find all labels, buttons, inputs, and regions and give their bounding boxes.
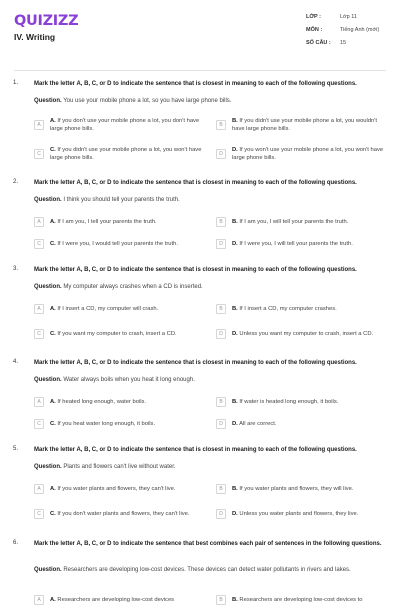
- question-number: 1.: [13, 80, 19, 86]
- option-letter-box: D: [216, 329, 226, 339]
- answer-option-b[interactable]: [216, 115, 388, 135]
- answer-option-b[interactable]: [216, 216, 388, 228]
- option-body: If you water plants and flowers, they will live.: [237, 486, 354, 492]
- option-letter-box: D: [216, 149, 226, 159]
- option-body: If you didn't use your mobile phone a lot, you wouldn't have large phone bills.: [232, 118, 377, 132]
- answer-option-c[interactable]: [34, 506, 206, 522]
- option-key: A.: [50, 486, 56, 492]
- question-prompt: Mark the letter A, B, C, or D to indicate the sentence that is closest in meaning to each of the following questions.: [34, 180, 357, 186]
- option-key: A.: [50, 219, 56, 225]
- meta-label: SỐ CÂU :: [306, 40, 331, 46]
- question-stem-text: I think you should tell your parents the truth.: [61, 197, 180, 203]
- option-letter-box: B: [216, 484, 226, 494]
- option-letter-box: A: [34, 484, 44, 494]
- option-text: [232, 146, 388, 162]
- option-text: [50, 146, 206, 162]
- answer-option-b[interactable]: [216, 303, 388, 315]
- question-stem: [34, 463, 386, 472]
- question-stem: [34, 566, 386, 575]
- option-body: If you didn't use your mobile phone a lot, you won't have large phone bills.: [50, 147, 202, 161]
- option-body: If I am you, I tell your parents the truth.: [55, 219, 157, 225]
- answer-option-d[interactable]: [216, 144, 388, 164]
- option-body: If you won't use your mobile phone a lot, you won't have large phone bills.: [232, 147, 384, 161]
- question-stem-text: Water always boils when you heat it long enough.: [61, 377, 195, 383]
- option-letter-box: A: [34, 217, 44, 227]
- option-body: If you don't use your mobile phone a lot, you don't have large phone bills.: [50, 118, 200, 132]
- question-number: 2.: [13, 179, 19, 185]
- option-text: [232, 330, 388, 338]
- answer-option-b[interactable]: [216, 483, 388, 495]
- option-text: [50, 510, 206, 518]
- meta-label: LỚP :: [306, 14, 321, 20]
- option-letter-box: D: [216, 239, 226, 249]
- option-letter-box: C: [34, 149, 44, 159]
- answer-option-d[interactable]: [216, 238, 388, 250]
- option-text: [50, 117, 206, 133]
- option-text: [232, 117, 388, 133]
- option-key: B.: [232, 118, 238, 124]
- answer-option-a[interactable]: [34, 594, 206, 606]
- question-number: 6.: [13, 540, 19, 546]
- question-label: Question.: [34, 98, 62, 104]
- option-letter-box: C: [34, 329, 44, 339]
- option-body: Unless you want my computer to crash, insert a CD.: [237, 331, 374, 337]
- option-body: All are correct.: [237, 421, 277, 427]
- answer-option-d[interactable]: [216, 418, 388, 430]
- option-letter-box: C: [34, 419, 44, 429]
- answer-option-b[interactable]: [216, 396, 388, 408]
- question-prompt: Mark the letter A, B, C, or D to indicate the sentence that is closest in meaning to each of the following questions.: [34, 447, 357, 453]
- meta-value: Tiếng Anh (mới): [340, 27, 380, 33]
- option-letter-box: B: [216, 595, 226, 605]
- answer-option-b[interactable]: [216, 594, 388, 606]
- option-key: B.: [232, 597, 238, 603]
- question-stem: [34, 283, 386, 292]
- option-body: If you want my computer to crash, insert a CD.: [55, 331, 177, 337]
- option-key: B.: [232, 399, 238, 405]
- answer-option-a[interactable]: [34, 483, 206, 495]
- answer-option-c[interactable]: [34, 326, 206, 342]
- option-body: If you water plants and flowers, they can't live.: [55, 486, 176, 492]
- question-stem-text: Plants and flowers can't live without water.: [61, 464, 176, 470]
- answer-option-a[interactable]: [34, 303, 206, 315]
- answer-option-a[interactable]: [34, 396, 206, 408]
- meta-value: 15: [340, 40, 347, 46]
- option-key: D.: [232, 331, 238, 337]
- option-letter-box: B: [216, 217, 226, 227]
- question-stem: [34, 196, 386, 205]
- option-body: Unless you water plants and flowers, they live.: [237, 511, 359, 517]
- answer-option-d[interactable]: [216, 326, 388, 342]
- option-text: [50, 485, 206, 493]
- option-text: [232, 218, 388, 226]
- question-number: 4.: [13, 359, 19, 365]
- answer-option-c[interactable]: [34, 144, 206, 164]
- option-letter-box: A: [34, 304, 44, 314]
- question-number: 5.: [13, 446, 19, 452]
- option-body: If you don't water plants and flowers, they can't live.: [55, 511, 190, 517]
- option-key: A.: [50, 306, 56, 312]
- question-label: Question.: [34, 567, 62, 573]
- question-label: Question.: [34, 464, 62, 470]
- option-body: If you heat water long enough, it boils.: [55, 421, 156, 427]
- option-letter-box: B: [216, 304, 226, 314]
- question-label: Question.: [34, 377, 62, 383]
- option-body: Researchers are developing low-cost devices: [55, 597, 175, 603]
- option-text: [50, 398, 206, 406]
- question-label: Question.: [34, 284, 62, 290]
- option-letter-box: B: [216, 120, 226, 130]
- option-letter-box: D: [216, 419, 226, 429]
- header-divider: [14, 70, 386, 71]
- meta-value: Lớp 11: [340, 14, 357, 20]
- question-prompt: Mark the letter A, B, C, or D to indicate the sentence that is closest in meaning to each of the following questions.: [34, 360, 357, 366]
- option-text: [232, 420, 388, 428]
- answer-option-c[interactable]: [34, 418, 206, 430]
- section-title: IV. Writing: [14, 32, 56, 42]
- option-text: [50, 596, 206, 604]
- option-text: [232, 510, 388, 518]
- option-key: C.: [50, 147, 56, 153]
- option-letter-box: D: [216, 509, 226, 519]
- option-key: B.: [232, 219, 238, 225]
- option-body: If I insert a CD, my computer will crash.: [55, 306, 159, 312]
- question-prompt: Mark the letter A, B, C, or D to indicate the sentence that is closest in meaning to each of the following questions.: [34, 267, 357, 273]
- option-text: [232, 240, 388, 248]
- option-key: D.: [232, 511, 238, 517]
- option-letter-box: A: [34, 120, 44, 130]
- question-prompt: Mark the letter A, B, C, or D to indicate the sentence that is closest in meaning to each of the following questions.: [34, 81, 357, 87]
- question-stem: [34, 97, 386, 106]
- option-text: [232, 305, 388, 313]
- question-prompt: Mark the letter A, B, C, or D to indicate the sentence that best combines each pair of sentences in the following questions.: [34, 541, 382, 547]
- question-stem: [34, 376, 386, 385]
- question-number: 3.: [13, 266, 19, 272]
- option-body: If I were you, I would tell your parents the truth.: [55, 241, 178, 247]
- option-body: If I were you, I will tell your parents the truth.: [237, 241, 353, 247]
- option-key: C.: [50, 511, 56, 517]
- option-key: A.: [50, 118, 56, 124]
- answer-option-d[interactable]: [216, 506, 388, 522]
- option-letter-box: A: [34, 595, 44, 605]
- option-text: [50, 420, 206, 428]
- option-letter-box: A: [34, 397, 44, 407]
- option-key: A.: [50, 399, 56, 405]
- option-body: Researchers are developing low-cost devices to: [237, 597, 363, 603]
- option-text: [232, 485, 388, 493]
- option-key: D.: [232, 241, 238, 247]
- question-stem-text: You use your mobile phone a lot, so you have large phone bills.: [61, 98, 232, 104]
- option-key: D.: [232, 421, 238, 427]
- option-letter-box: C: [34, 509, 44, 519]
- option-key: C.: [50, 331, 56, 337]
- option-text: [50, 240, 206, 248]
- answer-option-a[interactable]: [34, 216, 206, 228]
- option-key: A.: [50, 597, 56, 603]
- option-text: [50, 305, 206, 313]
- option-key: B.: [232, 306, 238, 312]
- option-letter-box: B: [216, 397, 226, 407]
- option-key: C.: [50, 241, 56, 247]
- quizizz-logo: QUIZIZZ: [14, 13, 79, 29]
- option-key: D.: [232, 147, 238, 153]
- option-key: C.: [50, 421, 56, 427]
- option-key: B.: [232, 486, 238, 492]
- option-letter-box: C: [34, 239, 44, 249]
- question-stem-text: Researchers are developing low-cost devices. These devices can detect water pollutants in rivers and lakes.: [61, 567, 351, 573]
- option-body: If heated long enough, water boils.: [55, 399, 147, 405]
- option-text: [50, 330, 206, 338]
- question-stem-text: My computer always crashes when a CD is inserted.: [61, 284, 203, 290]
- answer-option-a[interactable]: [34, 115, 206, 135]
- option-text: [50, 218, 206, 226]
- option-text: [232, 398, 388, 406]
- answer-option-c[interactable]: [34, 238, 206, 250]
- option-body: If I insert a CD, my computer crashes.: [237, 306, 337, 312]
- option-text: [232, 596, 388, 604]
- worksheet-header: [0, 0, 400, 68]
- meta-label: MÔN :: [306, 27, 323, 33]
- option-body: If I am you, I will tell your parents the truth.: [237, 219, 349, 225]
- question-label: Question.: [34, 197, 62, 203]
- option-body: If water is heated long enough, it boils.: [237, 399, 339, 405]
